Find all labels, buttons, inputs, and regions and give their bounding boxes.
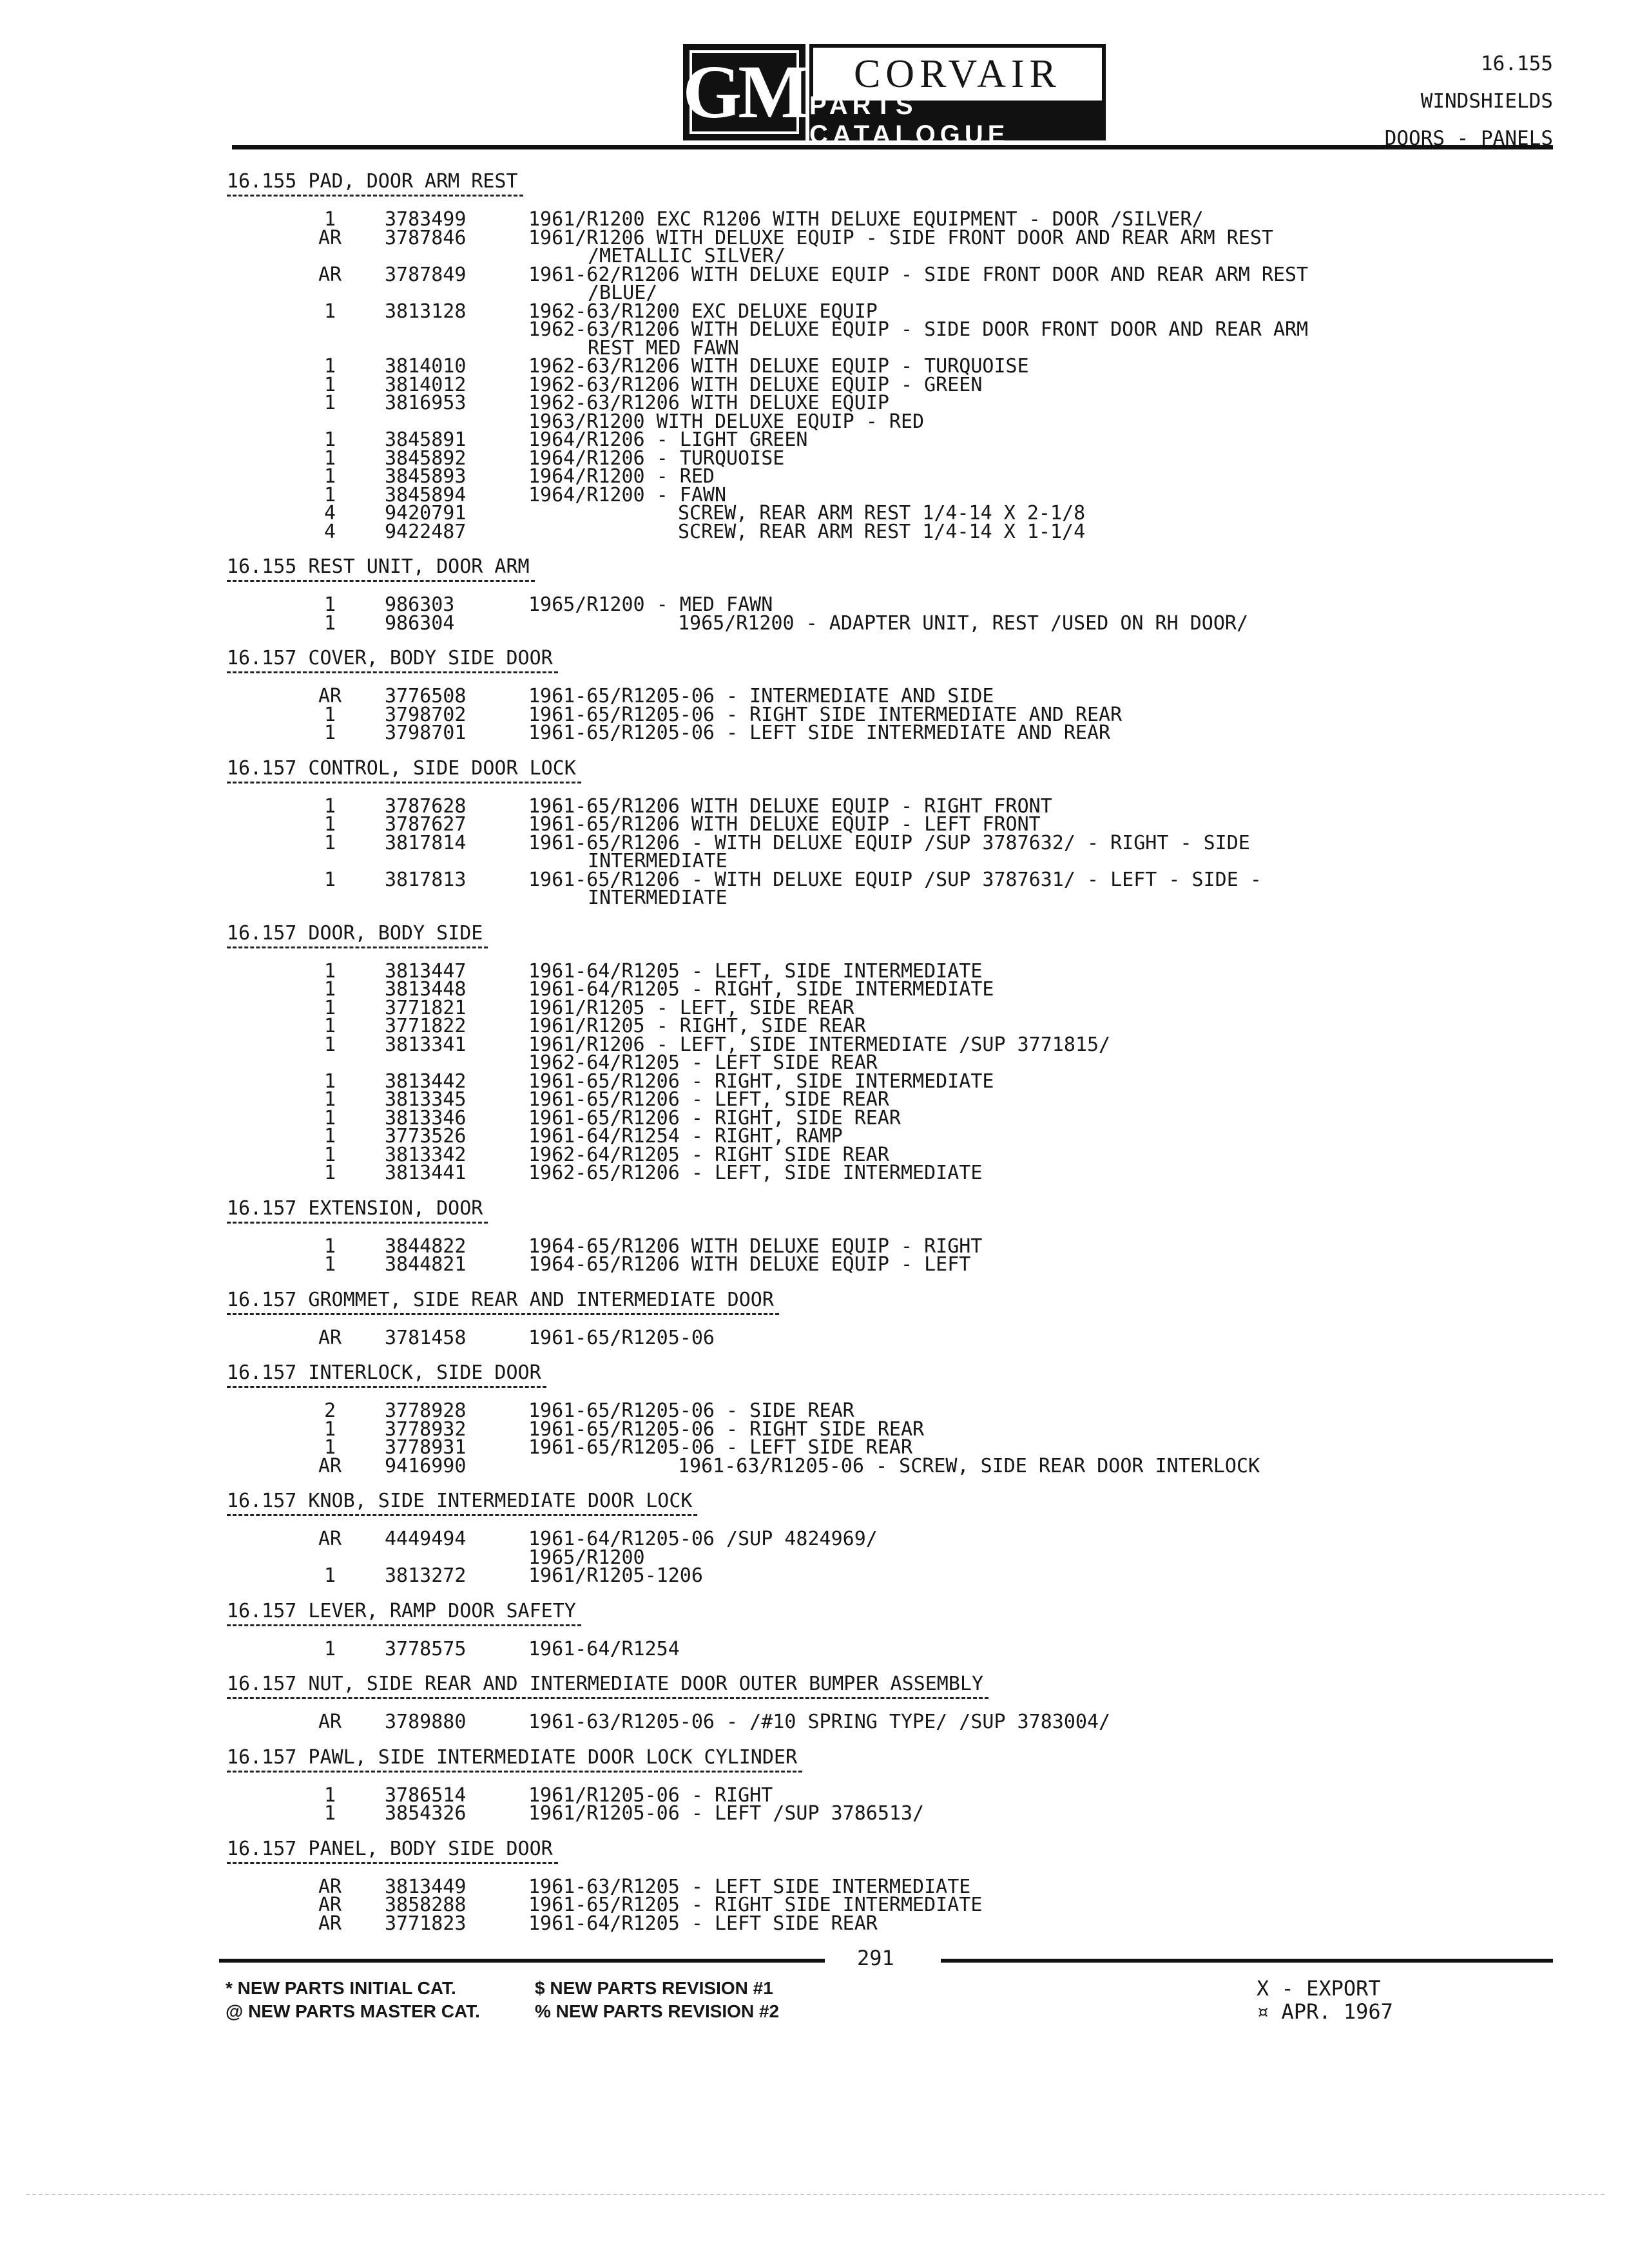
part-row [227, 1530, 1593, 1549]
part-number: 3817813 [385, 868, 467, 891]
part-row [227, 1802, 1593, 1825]
part-description: 1961-65/R1206 - WITH DELUXE EQUIP /SUP 3787631/ - LEFT - SIDE - [528, 868, 1262, 891]
part-number: 3845892 [385, 447, 467, 470]
part-description: 1964-65/R1206 WITH DELUXE EQUIP - RIGHT [528, 1235, 983, 1258]
part-quantity: 1 [323, 392, 336, 414]
part-number: 3771821 [385, 996, 467, 1019]
section-title: 16.157 NUT, SIDE REAR AND INTERMEDIATE DOOR OUTER BUMPER ASSEMBLY [227, 1671, 988, 1699]
part-quantity: 1 [323, 1235, 336, 1258]
part-quantity: 1 [323, 1418, 336, 1441]
part-quantity: AR [318, 226, 342, 249]
part-description: 1962-64/R1205 - RIGHT SIDE REAR [528, 1143, 889, 1166]
part-quantity: 1 [323, 447, 336, 470]
parts-section [227, 1488, 1593, 1586]
part-number: 3787627 [385, 813, 467, 836]
part-number: 3787849 [385, 263, 467, 286]
part-row [227, 1912, 1593, 1935]
part-description: 1961-62/R1206 WITH DELUXE EQUIP - SIDE FRONT DOOR AND REAR ARM REST [528, 263, 1309, 286]
part-quantity: 4 [323, 520, 336, 543]
section-title: 16.157 CONTROL, SIDE DOOR LOCK [227, 756, 581, 783]
part-row [227, 1454, 1593, 1477]
part-number: 3813272 [385, 1564, 467, 1587]
part-description: SCREW, REAR ARM REST 1/4-14 X 2-1/8 [678, 502, 1086, 524]
part-description: 1962-63/R1200 EXC DELUXE EQUIP [528, 300, 878, 323]
part-row [227, 263, 1593, 286]
part-number: 3813346 [385, 1106, 467, 1129]
parts-section [227, 1836, 1593, 1934]
part-quantity: 1 [323, 428, 336, 451]
section-rows [227, 1875, 1593, 1935]
part-description: 1961/R1205-06 - LEFT /SUP 3786513/ [528, 1802, 925, 1825]
part-description: 1961-64/R1205 - RIGHT, SIDE INTERMEDIATE [528, 978, 994, 1001]
page-footer [219, 1946, 1566, 2049]
section-title: 16.157 PANEL, BODY SIDE DOOR [227, 1836, 558, 1864]
legend-revision-1: $ NEW PARTS REVISION #1 [535, 1978, 773, 1998]
parts-section [227, 169, 1593, 541]
part-number: 3813442 [385, 1070, 467, 1093]
part-row [227, 1253, 1593, 1276]
part-quantity: 1 [323, 355, 336, 378]
section-title: 16.157 PAWL, SIDE INTERMEDIATE DOOR LOCK CYLINDER [227, 1745, 802, 1773]
gm-corvair-logo [682, 44, 1106, 149]
legend-export-date [1257, 1977, 1393, 2023]
part-number: 4449494 [385, 1528, 467, 1550]
legend-revision-marks [535, 1977, 779, 2023]
part-number: 3781458 [385, 1326, 467, 1349]
parts-section [227, 756, 1593, 908]
part-quantity: 1 [323, 996, 336, 1019]
part-row [227, 318, 1593, 341]
part-row [227, 1637, 1593, 1660]
part-number: 3778931 [385, 1436, 467, 1459]
header-group-info [1385, 45, 1553, 157]
part-quantity: 1 [323, 813, 336, 836]
part-description: 1961-64/R1205-06 /SUP 4824969/ [528, 1528, 878, 1550]
part-quantity: 1 [323, 1143, 336, 1166]
part-number: 9420791 [385, 502, 467, 524]
section-title: 16.157 INTERLOCK, SIDE DOOR [227, 1360, 546, 1388]
part-quantity: AR [318, 263, 342, 286]
header-divider [232, 145, 1553, 149]
part-quantity: 1 [323, 722, 336, 744]
section-title: 16.155 PAD, DOOR ARM REST [227, 169, 523, 197]
part-number: 3778932 [385, 1418, 467, 1441]
section-title: 16.155 REST UNIT, DOOR ARM [227, 554, 535, 582]
parts-section [227, 1196, 1593, 1274]
part-description: 1964/R1206 - TURQUOISE [528, 447, 785, 470]
part-number: 3813441 [385, 1162, 467, 1184]
logo-catalogue: PARTS CATALOGUE [809, 101, 1106, 140]
legend-initial-cat: * NEW PARTS INITIAL CAT. [226, 1978, 456, 1998]
parts-listing [227, 169, 1593, 1946]
part-quantity: 1 [323, 1436, 336, 1459]
part-number: 3814012 [385, 373, 467, 396]
part-description: 1961-64/R1254 [528, 1637, 680, 1660]
part-description: 1961-65/R1205-06 - RIGHT SIDE INTERMEDIATE AND REAR [528, 703, 1123, 726]
part-description: 1965/R1200 [528, 1546, 645, 1569]
part-number: 3813128 [385, 300, 467, 323]
part-quantity: AR [318, 1894, 342, 1916]
part-description: 1962-64/R1205 - LEFT SIDE REAR [528, 1052, 878, 1074]
part-quantity: 1 [323, 1802, 336, 1825]
part-row [227, 1326, 1593, 1349]
part-description: 1961-64/R1205 - LEFT SIDE REAR [528, 1912, 878, 1935]
part-description: 1962-65/R1206 - LEFT, SIDE INTERMEDIATE [528, 1162, 983, 1184]
part-number: 986303 [385, 593, 455, 616]
part-description: 1961/R1206 - LEFT, SIDE INTERMEDIATE /SUP 3771815/ [528, 1033, 1111, 1056]
part-quantity: 1 [323, 978, 336, 1001]
part-quantity: 1 [323, 483, 336, 506]
parts-section [227, 554, 1593, 633]
part-row [227, 831, 1593, 854]
part-quantity: 1 [323, 868, 336, 891]
part-description: 1961-63/R1205-06 - /#10 SPRING TYPE/ /SUP 3783004/ [528, 1711, 1111, 1733]
section-title: 16.157 GROMMET, SIDE REAR AND INTERMEDIATE DOOR [227, 1287, 779, 1315]
section-rows [227, 959, 1593, 1184]
part-description: 1961-65/R1205-06 - LEFT SIDE INTERMEDIATE AND REAR [528, 722, 1111, 744]
part-row [227, 611, 1593, 635]
part-quantity: 1 [323, 1088, 336, 1111]
part-row [227, 226, 1593, 249]
gm-logo-mark: GM [683, 44, 805, 140]
part-number: 3854326 [385, 1802, 467, 1825]
section-title: 16.157 COVER, BODY SIDE DOOR [227, 646, 558, 673]
part-description: 1962-63/R1206 WITH DELUXE EQUIP - TURQUOISE [528, 355, 1029, 378]
part-description: 1964/R1200 - FAWN [528, 483, 727, 506]
part-description: 1962-63/R1206 WITH DELUXE EQUIP - SIDE DOOR FRONT DOOR AND REAR ARM [528, 318, 1309, 341]
legend-catalog-marks [226, 1977, 480, 2023]
part-description: 1961-65/R1206 - WITH DELUXE EQUIP /SUP 3787632/ - RIGHT - SIDE [528, 831, 1250, 854]
part-quantity: 1 [323, 1783, 336, 1807]
page-header [232, 39, 1553, 151]
group-line-1: WINDSHIELDS [1420, 90, 1553, 113]
part-description: 1961-65/R1206 WITH DELUXE EQUIP - LEFT FRONT [528, 813, 1041, 836]
part-quantity: 1 [323, 1106, 336, 1129]
legend-date: ¤ APR. 1967 [1257, 1999, 1393, 2024]
part-description: 1961-65/R1205-06 - RIGHT SIDE REAR [528, 1418, 925, 1441]
part-description: 1964/R1206 - LIGHT GREEN [528, 428, 808, 451]
part-quantity: 1 [323, 300, 336, 323]
part-number: 3845893 [385, 465, 467, 488]
part-number: 3786514 [385, 1783, 467, 1807]
part-quantity: AR [318, 1912, 342, 1935]
part-number: 3771823 [385, 1912, 467, 1935]
part-row [227, 520, 1593, 543]
part-description: 1962-63/R1206 WITH DELUXE EQUIP - GREEN [528, 373, 983, 396]
part-description: REST MED FAWN [588, 336, 739, 360]
part-description: 1961-65/R1206 - RIGHT, SIDE INTERMEDIATE [528, 1070, 994, 1093]
part-description: 1965/R1200 - MED FAWN [528, 593, 773, 616]
part-description: 1962-63/R1206 WITH DELUXE EQUIP [528, 392, 889, 414]
section-rows [227, 1235, 1593, 1276]
part-description: 1961/R1205-1206 [528, 1564, 703, 1587]
part-number: 3798702 [385, 703, 467, 726]
part-number: 3778928 [385, 1399, 467, 1422]
part-description: INTERMEDIATE [588, 887, 728, 909]
section-rows [227, 1399, 1593, 1477]
section-title: 16.157 KNOB, SIDE INTERMEDIATE DOOR LOCK [227, 1488, 697, 1516]
part-number: 3844821 [385, 1253, 467, 1276]
part-description: 1964-65/R1206 WITH DELUXE EQUIP - LEFT [528, 1253, 971, 1276]
footer-rule-right [941, 1959, 1553, 1963]
group-line-2: DOORS - PANELS [1384, 127, 1553, 150]
part-description: 1961-65/R1206 - LEFT, SIDE REAR [528, 1088, 889, 1111]
parts-section [227, 646, 1593, 743]
section-title: 16.157 DOOR, BODY SIDE [227, 921, 488, 948]
part-number: 3773526 [385, 1125, 467, 1148]
part-description: 1961-65/R1205-06 - SIDE REAR [528, 1399, 854, 1422]
parts-section [227, 1360, 1593, 1475]
part-quantity: AR [318, 1875, 342, 1898]
parts-section [227, 1287, 1593, 1348]
part-quantity: 1 [323, 1015, 336, 1037]
part-number: 3776508 [385, 685, 467, 707]
part-description: /BLUE/ [588, 282, 658, 304]
part-number: 3814010 [385, 355, 467, 378]
part-quantity: 1 [323, 1033, 336, 1056]
section-rows [227, 1713, 1593, 1732]
section-rows [227, 794, 1593, 909]
part-row [227, 868, 1593, 891]
section-title: 16.157 EXTENSION, DOOR [227, 1196, 488, 1224]
legend-master-cat: @ NEW PARTS MASTER CAT. [226, 2001, 480, 2021]
part-quantity: 1 [323, 1253, 336, 1276]
part-number: 3816953 [385, 392, 467, 414]
part-quantity: AR [318, 685, 342, 707]
part-description: 1961/R1205-06 - RIGHT [528, 1783, 773, 1807]
parts-section [227, 921, 1593, 1183]
part-row [227, 1564, 1593, 1587]
legend-export: X - EXPORT [1257, 1976, 1381, 2001]
part-quantity: 1 [323, 373, 336, 396]
part-description: 1961-65/R1206 WITH DELUXE EQUIP - RIGHT FRONT [528, 794, 1052, 818]
part-quantity: 1 [323, 1637, 336, 1660]
part-quantity: 1 [323, 208, 336, 231]
part-quantity: 1 [323, 703, 336, 726]
part-description: 1964/R1200 - RED [528, 465, 715, 488]
part-quantity: 2 [323, 1399, 336, 1422]
part-number: 3789880 [385, 1711, 467, 1733]
part-number: 3845894 [385, 483, 467, 506]
part-description: 1961/R1206 WITH DELUXE EQUIP - SIDE FRONT DOOR AND REAR ARM REST [528, 226, 1273, 249]
part-description: 1961-65/R1206 - RIGHT, SIDE REAR [528, 1106, 901, 1129]
part-description: 1961-65/R1205 - RIGHT SIDE INTERMEDIATE [528, 1894, 983, 1916]
part-row [227, 1713, 1593, 1732]
section-rows [227, 208, 1593, 543]
part-number: 3798701 [385, 722, 467, 744]
section-rows [227, 593, 1593, 635]
page-number: 291 [857, 1946, 894, 1970]
part-description: 1961/R1205 - LEFT, SIDE REAR [528, 996, 854, 1019]
part-number: 3771822 [385, 1015, 467, 1037]
part-number: 3813342 [385, 1143, 467, 1166]
part-description: 1961-63/R1205-06 - SCREW, SIDE REAR DOOR INTERLOCK [678, 1454, 1260, 1477]
part-description: 1961/R1200 EXC R1206 WITH DELUXE EQUIPMENT - DOOR /SILVER/ [528, 208, 1204, 231]
logo-text-block [809, 44, 1106, 149]
part-description: 1961-65/R1205-06 [528, 1326, 715, 1349]
part-number: 3813448 [385, 978, 467, 1001]
part-number: 3813449 [385, 1875, 467, 1898]
part-row [227, 724, 1593, 743]
part-number: 3845891 [385, 428, 467, 451]
section-rows [227, 1637, 1593, 1660]
part-quantity: AR [318, 1454, 342, 1477]
section-rows [227, 1326, 1593, 1349]
part-quantity: 1 [323, 1162, 336, 1184]
group-number: 16.155 [1481, 52, 1553, 75]
part-quantity: 1 [323, 593, 336, 616]
part-description: SCREW, REAR ARM REST 1/4-14 X 1-1/4 [678, 520, 1086, 543]
part-number: 3787628 [385, 794, 467, 818]
part-quantity: 4 [323, 502, 336, 524]
footer-rule-left [219, 1959, 825, 1963]
part-quantity: 1 [323, 611, 336, 635]
part-number: 986304 [385, 611, 455, 635]
section-rows [227, 1783, 1593, 1825]
part-number: 3813447 [385, 959, 467, 983]
part-description: 1961-65/R1205-06 - LEFT SIDE REAR [528, 1436, 913, 1459]
part-number: 9416990 [385, 1454, 467, 1477]
part-number: 3813345 [385, 1088, 467, 1111]
part-quantity: 1 [323, 794, 336, 818]
part-number: 3813341 [385, 1033, 467, 1056]
scan-edge-marks [26, 2194, 1605, 2199]
part-number: 3787846 [385, 226, 467, 249]
parts-section [227, 1599, 1593, 1659]
part-quantity: 1 [323, 831, 336, 854]
part-quantity: 1 [323, 1125, 336, 1148]
legend-revision-2: % NEW PARTS REVISION #2 [535, 2001, 780, 2021]
part-description: 1961-65/R1205-06 - INTERMEDIATE AND SIDE [528, 685, 994, 707]
parts-section [227, 1745, 1593, 1823]
part-description: 1961/R1205 - RIGHT, SIDE REAR [528, 1015, 866, 1037]
part-number: 3817814 [385, 831, 467, 854]
part-number: 9422487 [385, 520, 467, 543]
parts-section [227, 1671, 1593, 1732]
section-title: 16.157 LEVER, RAMP DOOR SAFETY [227, 1599, 581, 1626]
logo-brand: CORVAIR [809, 44, 1106, 101]
part-quantity: 1 [323, 465, 336, 488]
part-number: 3778575 [385, 1637, 467, 1660]
part-row [227, 889, 1593, 908]
part-quantity: AR [318, 1711, 342, 1733]
part-description: 1965/R1200 - ADAPTER UNIT, REST /USED ON RH DOOR/ [678, 611, 1249, 635]
part-description: /METALLIC SILVER/ [588, 245, 786, 267]
part-number: 3858288 [385, 1894, 467, 1916]
part-number: 3844822 [385, 1235, 467, 1258]
part-quantity: AR [318, 1326, 342, 1349]
part-description: INTERMEDIATE [588, 850, 728, 872]
part-quantity: 1 [323, 1564, 336, 1587]
part-description: 1961-64/R1254 - RIGHT, RAMP [528, 1125, 843, 1148]
part-quantity: AR [318, 1528, 342, 1550]
part-number: 3783499 [385, 208, 467, 231]
section-rows [227, 687, 1593, 743]
part-row [227, 1033, 1593, 1056]
part-description: 1961-64/R1205 - LEFT, SIDE INTERMEDIATE [528, 959, 983, 983]
part-description: 1961-63/R1205 - LEFT SIDE INTERMEDIATE [528, 1875, 971, 1898]
part-description: 1963/R1200 WITH DELUXE EQUIP - RED [528, 410, 925, 433]
section-rows [227, 1530, 1593, 1586]
part-quantity: 1 [323, 1070, 336, 1093]
part-quantity: 1 [323, 959, 336, 983]
part-row [227, 1164, 1593, 1183]
